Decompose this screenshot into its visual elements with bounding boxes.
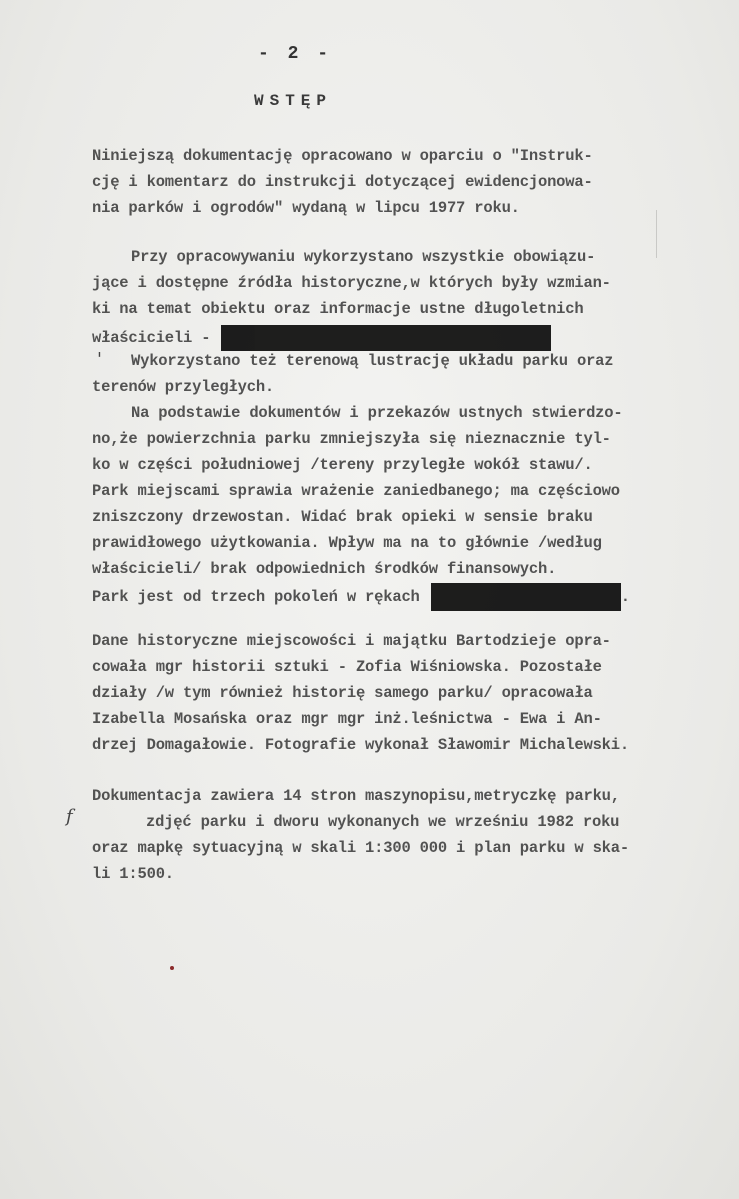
p1-line-1: Niniejszą dokumentację opracowano w oparciu o "Instruk- [92,147,593,165]
margin-f-mark: f [66,806,73,827]
section-heading: WSTĘP [254,92,333,110]
p3-line-2: cowała mgr historii sztuki - Zofia Wiśniowska. Pozostałe [92,658,602,676]
p2-line-5: Wykorzystano też terenową lustrację układu parku oraz [131,352,614,370]
owners-label: właścicieli - [92,329,211,348]
p2-line-7: Na podstawie dokumentów i przekazów ustnych stwierdzo- [131,404,623,422]
ink-speck [170,966,174,970]
p2-line-8: no,że powierzchnia parku zmniejszyła się nieznacznie tyl- [92,430,611,448]
paper-crease [656,210,657,258]
margin-apostrophe-mark: ' [97,349,102,370]
p2-line-1: Przy opracowywaniu wykorzystano wszystkie obowiązu- [131,248,596,266]
p3-line-3: działy /w tym również historię samego parku/ opracowała [92,684,593,702]
p2-line-11: zniszczony drzewostan. Widać brak opieki w sensie braku [92,508,593,526]
p2-line-14 [92,583,630,611]
p4-line-4: li 1:500. [92,865,174,883]
redaction-bar-owners [221,325,551,351]
line-end-period: . [620,588,630,607]
p4-line-3: oraz mapkę sytuacyjną w skali 1:300 000 i plan parku w ska- [92,839,629,857]
p4-line-2: zdjęć parku i dworu wykonanych we wrześniu 1982 roku [146,813,620,831]
p1-line-3: nia parków i ogrodów" wydaną w lipcu 1977 roku. [92,199,520,217]
owners-family-label: Park jest od trzech pokoleń w rękach [92,588,420,607]
p2-line-6: terenów przyległych. [92,378,275,396]
p2-line-2: jące i dostępne źródła historyczne,w których były wzmian- [92,274,611,292]
redaction-bar-family [431,583,621,611]
p3-line-4: Izabella Mosańska oraz mgr mgr inż.leśnictwa - Ewa i An- [92,710,602,728]
p4-line-1: Dokumentacja zawiera 14 stron maszynopisu,metryczkę parku, [92,787,620,805]
p1-line-2: cję i komentarz do instrukcji dotyczącej ewidencjonowa- [92,173,593,191]
p3-line-5: drzej Domagałowie. Fotografie wykonał Sławomir Michalewski. [92,736,629,754]
p3-line-1: Dane historyczne miejscowości i majątku Bartodzieje opra- [92,632,611,650]
p2-line-4 [92,325,551,351]
p2-line-13: właścicieli/ brak odpowiednich środków finansowych. [92,560,557,578]
p2-line-3: ki na temat obiektu oraz informacje ustne długoletnich [92,300,584,318]
page-number: - 2 - [258,44,333,64]
p2-line-9: ko w części południowej /tereny przyległe wokół stawu/. [92,456,593,474]
p2-line-12: prawidłowego użytkowania. Wpływ ma na to głównie /według [92,534,602,552]
p2-line-10: Park miejscami sprawia wrażenie zaniedbanego; ma częściowo [92,482,620,500]
